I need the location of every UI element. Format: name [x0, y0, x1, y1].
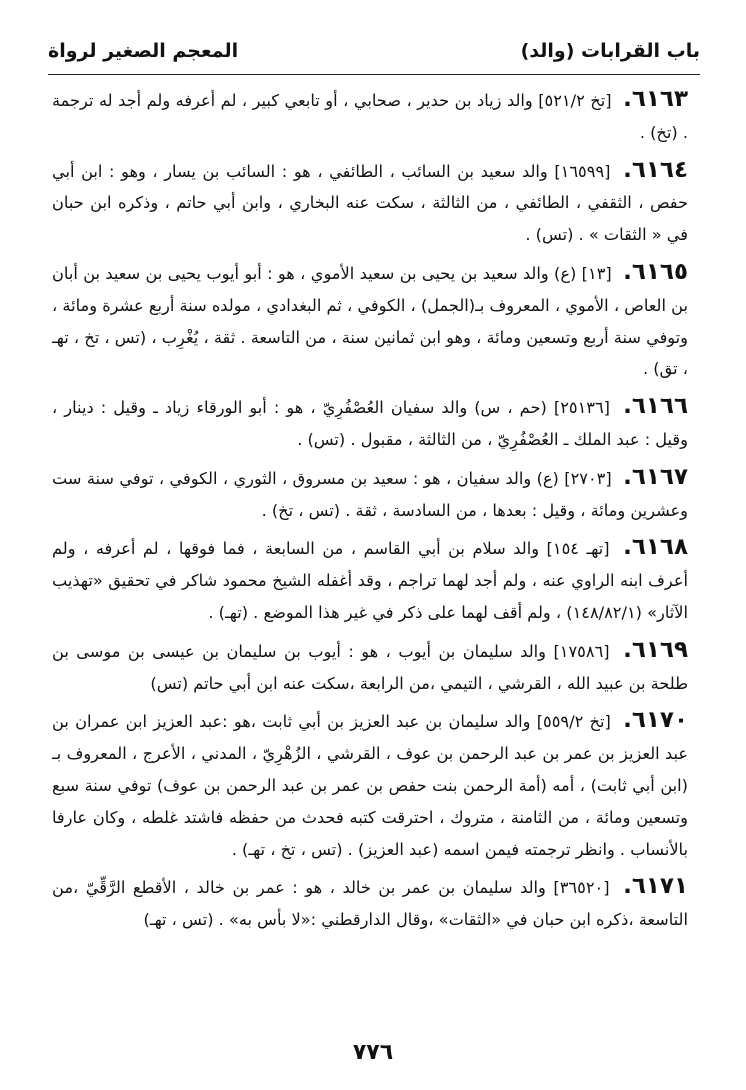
entry-text: [٢٧٠٣] (ع) والد سفيان ، هو : سعيد بن مسروق ، الثوري ، الكوفي ، توفي سنة ست وعشرين ومائة ، وقيل : بعدها ، من السادسة ، ثقة . (تس ، تخ) .: [52, 468, 688, 520]
entry-text: [تهـ ١٥٤] والد سلام بن أبي القاسم ، من السابعة ، فما فوقها ، لم أعرفه ، ولم أعرف ابنه الراوي عنه ، ولم أجد لهما تراجم ، وقد أغفله الشيخ محمود شاكر في تحقيق «تهذيب الآثار» (١٤٨/٨٢/١) ، ولم أقف لهما على ذكر في غير هذا الموضع . (تهـ) .: [52, 539, 688, 622]
entry-6170: [52, 705, 688, 865]
entry-6165: [52, 257, 688, 385]
entry-text: [تخ ٥٢١/٢] والد زياد بن حدير ، صحابي ، أو تابعي كبير ، لم أعرفه ولم أجد له ترجمة . (تخ) .: [52, 91, 688, 142]
entry-text: [١٦٥٩٩] والد سعيد بن السائب ، الطائفي ، هو : السائب بن يسار ، وهو : ابن أبي حفص ، الثقفي ، الطائفي ، من الثالثة ، سكت عنه البخاري ، وابن أبي حاتم ، وذكره ابن حبان في « الثقات » . (تس) .: [52, 161, 688, 245]
entry-number: ٦١٦٨.: [623, 534, 688, 561]
entries-list: [52, 84, 688, 942]
entry-6166: [52, 391, 688, 456]
entry-number: ٦١٦٩.: [623, 636, 689, 663]
entry-number: ٦١٦٤.: [623, 156, 688, 183]
entry-number: ٦١٧١.: [623, 873, 688, 900]
entry-text: [٣٦٥٢٠] والد سليمان بن عمر بن خالد ، هو : عمر بن خالد ، الأقطع الرَّقِّيّ ،من التاسعة ،ذكره ابن حبان في «الثقات» ،وقال الدارقطني :«لا بأس به» . (تس ، تهـ): [52, 878, 688, 930]
entry-text: [١٣] (ع) والد سعيد بن يحيى بن سعيد الأموي ، هو : أبو أيوب يحيى بن سعيد بن أبان بن العاص ، الأموي ، المعروف بـ(الجمل) ، الكوفي ، ثم البغدادي ، مولده سنة أربع عشرة ومائة ، وتوفي سنة أربع وتسعين ومائة ، وهو ابن ثمانين سنة ، من التاسعة . ثقة ، يُغْرِب ، (تس ، تخ ، تهـ ، تق) .: [52, 263, 688, 379]
entry-text: [تخ ٥٥٩/٢] والد سليمان بن عبد العزيز بن أبي ثابت ،هو :عبد العزيز ابن عمران بن عبد العزيز بن عمر بن عبد الرحمن بن عوف ، القرشي ، الزُهْرِيّ ، المدني ، الأعرج ، المعروف بـ (ابن أبي ثابت) ، أمه (أمة الرحمن بنت حفص بن عمر بن عبد الرحمن بن عوف) توفي سنة سبع وتسعين ومائة ، من الثامنة ، متروك ، احترقت كتبه فحدث من حفظه فاشتد غلطه ، وكان عارفا بالأنساب . وانظر ترجمته فيمن اسمه (عبد العزيز) . (تس ، تخ ، تهـ) .: [52, 712, 688, 859]
entry-number: ٦١٦٣.: [623, 86, 688, 112]
entry-6171: [52, 871, 688, 936]
entry-text: [٢٥١٣٦] (حم ، س) والد سفيان العُصْفُرِيّ ، هو : أبو الورقاء زياد ـ وقيل : دينار ، وقيل : عبد الملك ـ العُصْفُرِيّ ، من الثالثة ، مقبول . (تس) .: [52, 398, 688, 449]
entry-6167: [52, 462, 688, 527]
entry-6163: [52, 84, 688, 149]
entry-number: ٦١٦٥.: [623, 258, 688, 285]
entry-6164: [52, 155, 688, 251]
entry-number: ٦١٦٦.: [623, 393, 688, 420]
entry-text: [١٧٥٨٦] والد سليمان بن أيوب ، هو : أيوب بن سليمان بن عيسى بن موسى بن طلحة بن عبيد الله ، القرشي ، التيمي ،من الرابعة ،سكت عنه ابن أبي حاتم (تس): [52, 641, 688, 693]
entry-number: ٦١٧٠.: [623, 707, 688, 734]
header-divider: [48, 74, 700, 75]
page-number: ٧٧٦: [352, 1040, 394, 1065]
book-title: المعجم الصغير لرواة: [48, 40, 239, 62]
chapter-title: باب القرابات (والد): [520, 40, 700, 62]
entry-6168: [52, 532, 688, 628]
running-header: [48, 30, 700, 72]
entry-6169: [52, 635, 688, 700]
entry-number: ٦١٦٧.: [623, 463, 688, 490]
